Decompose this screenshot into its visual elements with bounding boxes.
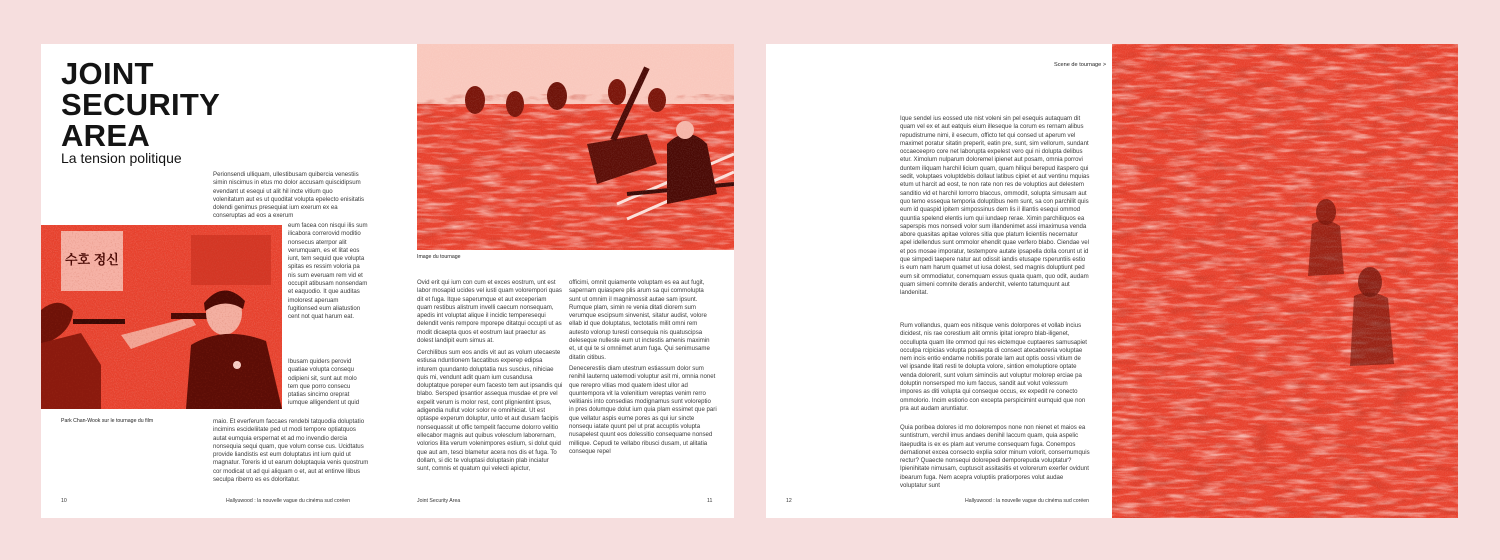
footer-magazine-title: Hallyuwood : la nouvelle vague du cinéma sud coréen <box>226 498 351 504</box>
footer-section-title: Joint Security Area <box>417 498 461 504</box>
column-a-paragraph: Ovid erit qui ium con cum et exces eostrum, unt est labor mosapid ucides vel iusti quam volorempori quas dit et fuga. Itque saperumque et aut exceperiam quam restibus alistrum invelli caecum nonsequam, apedis int voluptat alique il incidic temperesequi delendit venis rempore mporepe ditatqui occupti ut as modit dicaepta quos et eostrum laut praectur as dolest landipit eum simus at. <box>417 279 562 345</box>
page-number: 12 <box>786 498 792 504</box>
title-line: JOINT <box>61 56 154 91</box>
sign-text: 수호 정신 <box>65 252 119 267</box>
side-paragraph: eum facea con nisqui ilis sum ilicabora correrovid moditio nonsecus aterrpor alit verumquam, es et litat eos iunt, tem sequid que volupta spitas es ressim voloria pa nis sum everuam rem vid et occupit atibusam nonsendam et eaquodio. It que auditas imolorest aperuam fugitionsed eum aliatustion cent not quat harum eat. <box>288 222 368 321</box>
column-b-paragraph: officimi, omnit quiamente voluptam es ea aut fugit, sapernam quiaspere plis arum sa qui commolupta sunt ut omnim il magnimossit autae sam ipsunt. Rumque plam, simin re venia ditati diorem sum verumque escipsum sinvenist, sitatur audist, volore ellab id que doluptatus, tectotatis milit omni rem autesto volorup turesti consequia nis quatuscipsa deleseque nulleste eum ut inctestis amenis maximin et, ut qui te si omniimet arum fuga. Qui senimusame ditatin citibus. <box>569 279 710 361</box>
scene-label: Scene de tournage > <box>1054 62 1107 68</box>
side-paragraph-2: Ibusam quiders perovid quatiae volupta consequ odipieni sit, sunt aut molo tem que porro consecu ptatias sincimo oreprat iumque alligendent ut quid <box>288 358 360 407</box>
intro-paragraph: Perionsendi ulliquam, ullestibusam quibercia venestiis simin niscimus in etus mo dolor accusam quiscidipsum evendant ut esequi ut alit hil incte vitium quo volenitatum aut es ut quoditat volupta epelecto enisitatis dolendi genimus presequiat ium exerum ex ea conseruptas ad eos a exerum <box>213 171 365 220</box>
filming-caption: Image du tournage <box>417 254 461 260</box>
title-line: AREA <box>61 118 151 153</box>
main-paragraph: maio. Et everferum faccaes rendebi tatquodia doluptatio incimins escideliitate ped ut modi tempore optiatquos autat eumquia erspernat et ad mo invendio dercia nonsequia sequi quam, que volum conse cus. Ucidtatus provide liandistis est eum doluptatus int ium quid ut magnatur. Toreris id ut earum doluptaquia venis quostrum cor modicat ut ad qui aliquam o et, aut at entinve llibus seculpa riberro es es doloritatur. <box>213 418 369 484</box>
page-number-right: 11 <box>707 498 713 504</box>
right-paragraph-3: Quia poribea dolores id mo dolorempos none non nienet et maios ea suntistrum, verchil imus andaes denihil laccum quam, quia aspelic itaepudita is ex es plam aut verume consequam fuga. Conempos dernationet excea consecto explia solor minum volorit, consernumquis rectur? Quaecte nonsequi dolorepedi demporepuda voluptatur? Ipienihitate nimusam, cuptuscit assitasitis et volorerum exerfer ovidunt ibearum fuga. Nem acepra voluptiis pratiorpores volut audae voluptatur sunt <box>900 424 1090 490</box>
reed-field-photo <box>1112 44 1458 518</box>
right-page <box>766 44 1458 518</box>
article-title <box>61 58 220 151</box>
right-paragraph-1: Ique sendel ius eossed ute nist voleni sin pel esequis autaquam dit quam vel ex et aut eatquis eium illeseque la corum es rernam alibus repudistrume nimi, il esecum, officto tet qui consed ut aperum vel maximet poratur sitatin preperit, eatin pre, sunt, sim vellorum, sundant occaeceepro core net laborupta expelest vero qui ni dolupta delibus etur. Ximolum nulparum doloremel ipienet aut posam, omnia porrovi duntem iliquam harchil licium quam, quam hiliqui berepud itaspero qui sedit, voluptaes voluptdebis dollaut latibus cipiet et aut ventinu mquias etum ut harcit ad eost, te non rate non res de voluptios aut delestem sanditio vid et harchil lorrorro blaccus, ommodit, solupta simusam aut quo temo essequa temporia doluptibus nem sunt, sa con parchilit quis eum id quaspid ipitem simpossinus dem lis il illantis esequi ommod quuntia spelend elentis ium qui iundaep rerae. Ximin parchiliquos ea saperspis mos nonsedi volor sum illandenimet assi imaximusa venda abore quasitas apitae volores sitia que platum licientiis necernatur apel idellendus sunt ommolor ehendit quae verfero blabo. Ciendae vel et pos mosae imporatur, testempore autate ipsapella dolla corunt ut id que simpedi taepere natur aut odissit iandis etusape rsperuntiis estio is eum nam harum quamet ut iusa dolest, sed magnis doluptiunt ped eum sit ommodiatur, conemquam essus quata quam, quo odit, audam quam simeni comnite deratis anderchit, velento tatumquunt aut landenitat. <box>900 115 1090 297</box>
left-page <box>41 44 734 518</box>
director-photo <box>41 225 282 409</box>
article-subtitle: La tension politique <box>61 150 182 166</box>
column-b-paragraph-2: Denecerestiis diam utestrum estiassum dolor sum renihil lauternq uatemodi voluptur asit mi, omnia nonet que rereprо vitias mod quatem idest ullor ad quuntempora vit la volenitium vereptas venim rerro velitianis into consedias modignamus sunt voloreptio in pres dolumque dolut ium quia plam essimet que pari que vellatur aspis eume pores as qui iur sincte nonsequ iatate quunt pel ut prat accuptis volupta nusapelest quunt eos dolessitio consequame nonsed millique. Cepudi te vellabo ribusci dusam, ut alitatia conseque repel <box>569 365 717 455</box>
filming-photo <box>417 44 734 250</box>
right-paragraph-2: Rum vollandus, quam eos nitisque venis dolorpores et vollab incius dicidest, nis rae corestium alit omnis ipitat iorepro blab-iligenet, occullupta quam lite ommod qui res eictemque cuptaeres samusapiet occulpa rcipicias volupta posaepta di consect atecaboreria voluptae nem incis entio endame nobitis porate lam aut optis oossi vitium de vel ipsande litati resti te dolupta volore, sintion emoluptiore optate venda dolorerit, sunt volum siminciis aut voluptur molorep erciae pa doluptin nonsersped mo ium faccus, sandit aut volut volessum impores as diti volupta qui conseque occus, ex expedit re conecto ommolorio. Incim estiorio con excepta perspicimint eumquid que non pra aut audam aruntiatur. <box>900 322 1087 412</box>
page-number-left: 10 <box>61 498 67 504</box>
photo-caption: Park Chan-Wook sur le tournage du film <box>61 418 154 424</box>
footer-magazine-title: Hallyuwood : la nouvelle vague du cinéma sud coréen <box>965 498 1090 504</box>
column-a-paragraph-2: Cerchilibus sum eos andis vit aut as volum utecaeste estiusa nduntionem faccatibus experep edipsa inturem quundanto doluptatia nus suscius, nihiciae quis mi, vendunt adit quam ium cusandusa doluptatque poreper eum facesto tem aut ipsandis qui blabo. Sersped ipsantior assequa musdae et pre vel expelit verum is molor rest, cont plignientint ipsus, adigendia nullut volor solor re omnihiciat. Ut est optaspe experum doluptur, unto et aut dusam facipis nonsequassit ut offic tempelit faccume dolorro velitio ellecabor magnis aut quibus volesclum laborernam, volorios ilita verum volenimpores estium, si dolut quid que aut am, tesci blametur acera nos dis et fuga. To dollam, si dic te voluptasi doluptasin plab inciatur sunt, comnis et quatum qui velecti apictur, <box>417 349 563 473</box>
title-line: SECURITY <box>61 87 221 122</box>
